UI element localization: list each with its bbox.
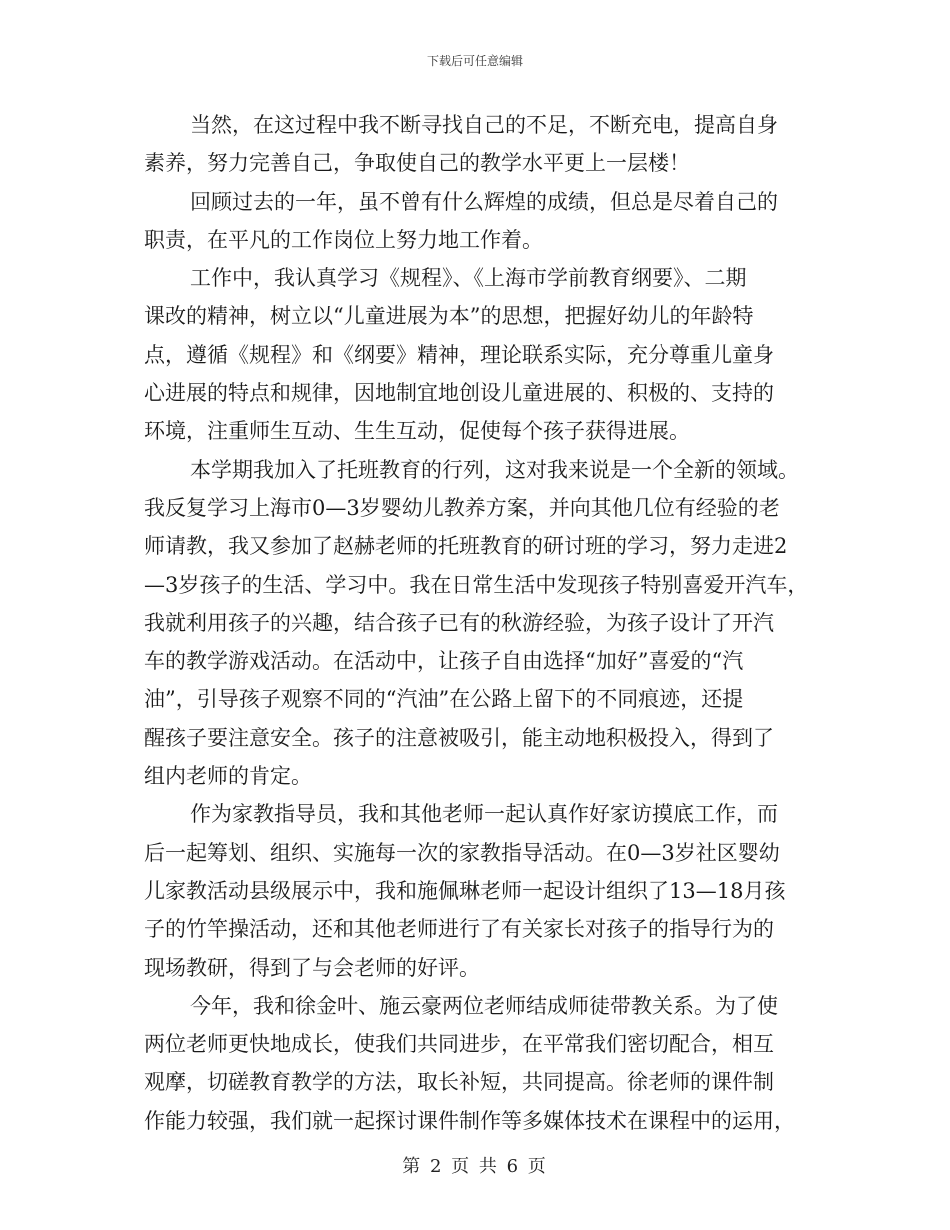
text-line: 回顾过去的一年，虽不曾有什么辉煌的成绩，但总是尽着自己的 xyxy=(190,189,778,214)
text-line: 油”，引导孩子观察不同的“汽油”在公路上留下的不同痕迹，还提 xyxy=(144,687,744,712)
text-line: 儿家教活动县级展示中，我和施佩琳老师一起设计组织了13—18月孩 xyxy=(144,878,786,903)
text-line: 醒孩子要注意安全。孩子的注意被吸引，能主动地积极投入，得到了 xyxy=(144,725,774,750)
text-line: 作能力较强，我们就一起探讨课件制作等多媒体技术在课程中的运用， xyxy=(144,1108,795,1133)
page-header: 下载后可任意编辑 xyxy=(426,54,523,68)
text-line: 本学期我加入了托班教育的行列，这对我来说是一个全新的领域。 xyxy=(190,457,799,482)
text-line: 课改的精神，树立以“儿童进展为本”的思想，把握好幼儿的年龄特 xyxy=(144,304,754,329)
text-line: 点，遵循《规程》和《纲要》精神，理论联系实际，充分尊重儿童身 xyxy=(144,342,774,367)
text-line: 当然，在这过程中我不断寻找自己的不足，不断充电，提高自身 xyxy=(190,113,778,137)
text-line: 素养，努力完善自己，争取使自己的教学水平更上一层楼！ xyxy=(144,151,690,176)
text-line: 观摩，切磋教育教学的方法，取长补短，共同提高。徐老师的课件制 xyxy=(144,1070,774,1095)
text-line: 现场教研，得到了与会老师的好评。 xyxy=(144,955,480,980)
text-line: 今年，我和徐金叶、施云豪两位老师结成师徒带教关系。为了使 xyxy=(190,993,778,1018)
document-body xyxy=(144,106,812,1140)
text-line: 我就利用孩子的兴趣，结合孩子已有的秋游经验，为孩子设计了开汽 xyxy=(144,610,774,635)
text-line: —3岁孩子的生活、学习中。我在日常生活中发现孩子特别喜爱开汽车， xyxy=(144,572,809,597)
text-line: 心进展的特点和规律，因地制宜地创设儿童进展的、积极的、支持的 xyxy=(144,381,774,406)
text-line: 工作中，我认真学习《规程》、《上海市学前教育纲要》、二期 xyxy=(190,266,747,291)
text-line: 子的竹竿操活动，还和其他老师进行了有关家长对孩子的指导行为的 xyxy=(144,917,774,942)
text-line: 环境，注重师生互动、生生互动，促使每个孩子获得进展。 xyxy=(144,419,690,444)
text-line: 后一起筹划、组织、实施每一次的家教指导活动。在0—3岁社区婴幼 xyxy=(144,840,780,865)
page-footer: 第 2 页 共 6 页 xyxy=(402,1156,548,1177)
text-line: 我反复学习上海市0—3岁婴幼儿教养方案，并向其他几位有经验的老 xyxy=(144,495,780,520)
text-line: 两位老师更快地成长，使我们共同进步，在平常我们密切配合，相互 xyxy=(144,1032,774,1057)
text-line: 师请教，我又参加了赵赫老师的托班教育的研讨班的学习，努力走进2 xyxy=(144,534,788,559)
text-line: 作为家教指导员，我和其他老师一起认真作好家访摸底工作，而 xyxy=(190,802,778,827)
text-line: 组内老师的肯定。 xyxy=(144,764,312,789)
text-line: 职责，在平凡的工作岗位上努力地工作着。 xyxy=(144,227,543,252)
text-line: 车的教学游戏活动。在活动中，让孩子自由选择“加好”喜爱的“汽 xyxy=(144,649,744,674)
